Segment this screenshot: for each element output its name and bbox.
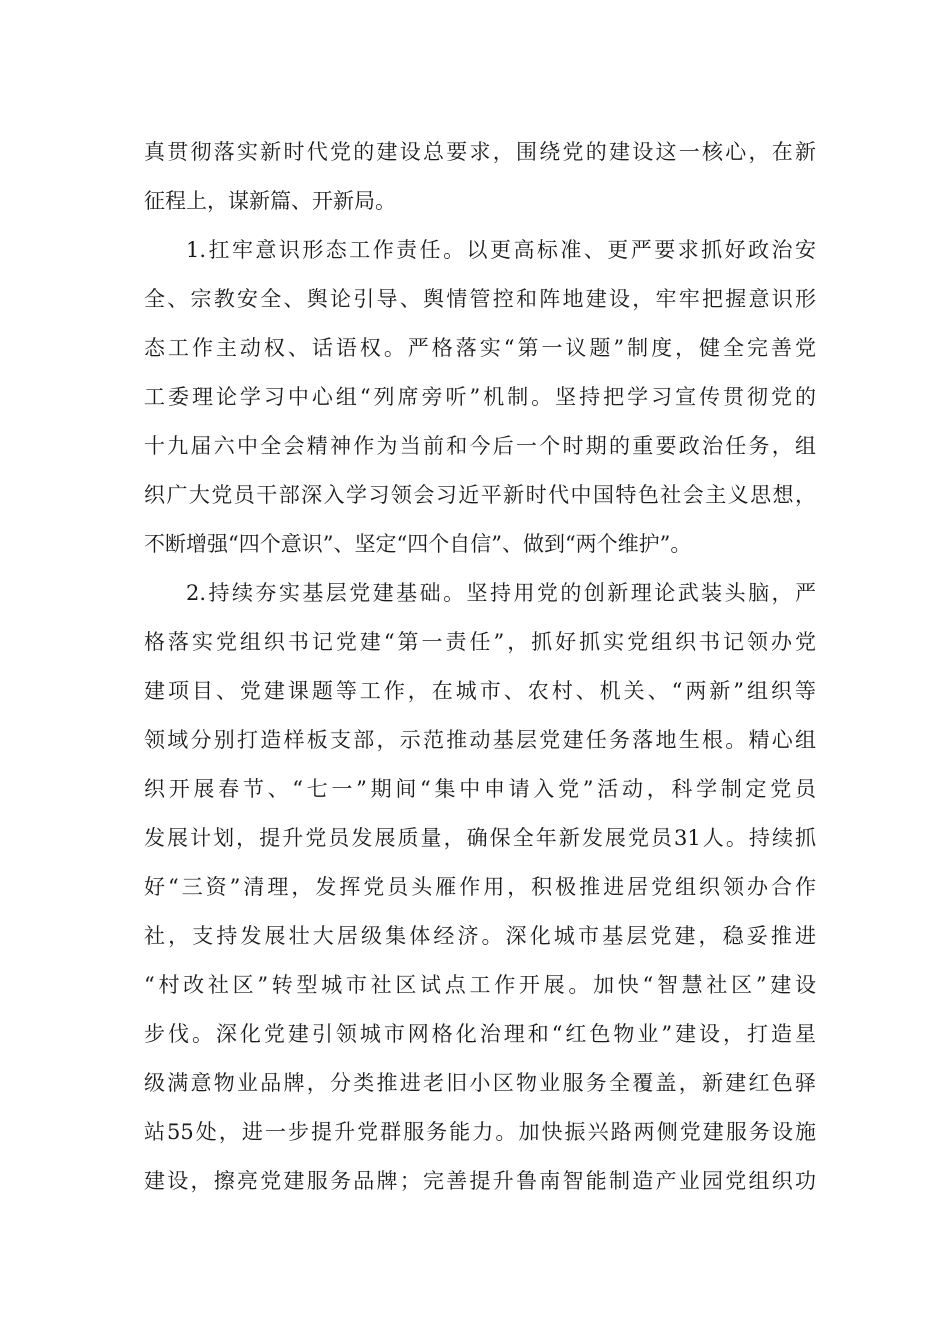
paragraph-line: 格落实党组织书记党建“第一责任”，抓好抓实党组织书记领办党 — [144, 630, 816, 654]
body-text — [144, 128, 816, 1206]
paragraph-line: 1.扛牢意识形态工作责任。以更高标准、更严要求抓好政治安 — [186, 238, 816, 262]
paragraph-line: 态工作主动权、话语权。严格落实“第一议题”制度，健全完善党 — [144, 336, 816, 360]
paragraph-line: 织广大党员干部深入学习领会习近平新时代中国特色社会主义思想， — [144, 483, 816, 507]
paragraph-line: “村改社区”转型城市社区试点工作开展。加快“智慧社区”建设 — [144, 973, 816, 997]
paragraph-line: 好“三资”清理，发挥党员头雁作用，积极推进居党组织领办合作 — [144, 875, 816, 899]
paragraph-line: 2.持续夯实基层党建基础。坚持用党的创新理论武装头脑，严 — [186, 581, 816, 605]
paragraph-line: 真贯彻落实新时代党的建设总要求，围绕党的建设这一核心，在新 — [144, 140, 816, 164]
paragraph-line: 建项目、党建课题等工作，在城市、农村、机关、“两新”组织等 — [144, 679, 816, 703]
paragraph-line: 不断增强“四个意识”、坚定“四个自信”、做到“两个维护”。 — [144, 532, 692, 556]
paragraph-line: 征程上，谋新篇、开新局。 — [144, 189, 396, 213]
paragraph-line: 织开展春节、“七一”期间“集中申请入党”活动，科学制定党员 — [144, 777, 816, 801]
paragraph-line: 十九届六中全会精神作为当前和今后一个时期的重要政治任务，组 — [144, 434, 816, 458]
paragraph-line: 全、宗教安全、舆论引导、舆情管控和阵地建设，牢牢把握意识形 — [144, 287, 816, 311]
paragraph-line: 站55处，进一步提升党群服务能力。加快振兴路两侧党建服务设施 — [144, 1120, 816, 1144]
paragraph-line: 社，支持发展壮大居级集体经济。深化城市基层党建，稳妥推进 — [144, 924, 816, 948]
paragraph-line: 工委理论学习中心组“列席旁听”机制。坚持把学习宣传贯彻党的 — [144, 385, 816, 409]
paragraph-line: 步伐。深化党建引领城市网格化治理和“红色物业”建设，打造星 — [144, 1022, 816, 1046]
paragraph-line: 级满意物业品牌，分类推进老旧小区物业服务全覆盖，新建红色驿 — [144, 1071, 816, 1095]
paragraph-line: 建设，擦亮党建服务品牌；完善提升鲁南智能制造产业园党组织功 — [144, 1169, 816, 1193]
paragraph-line: 发展计划，提升党员发展质量，确保全年新发展党员31人。持续抓 — [144, 826, 816, 850]
paragraph-line: 领域分别打造样板支部，示范推动基层党建任务落地生根。精心组 — [144, 728, 816, 752]
